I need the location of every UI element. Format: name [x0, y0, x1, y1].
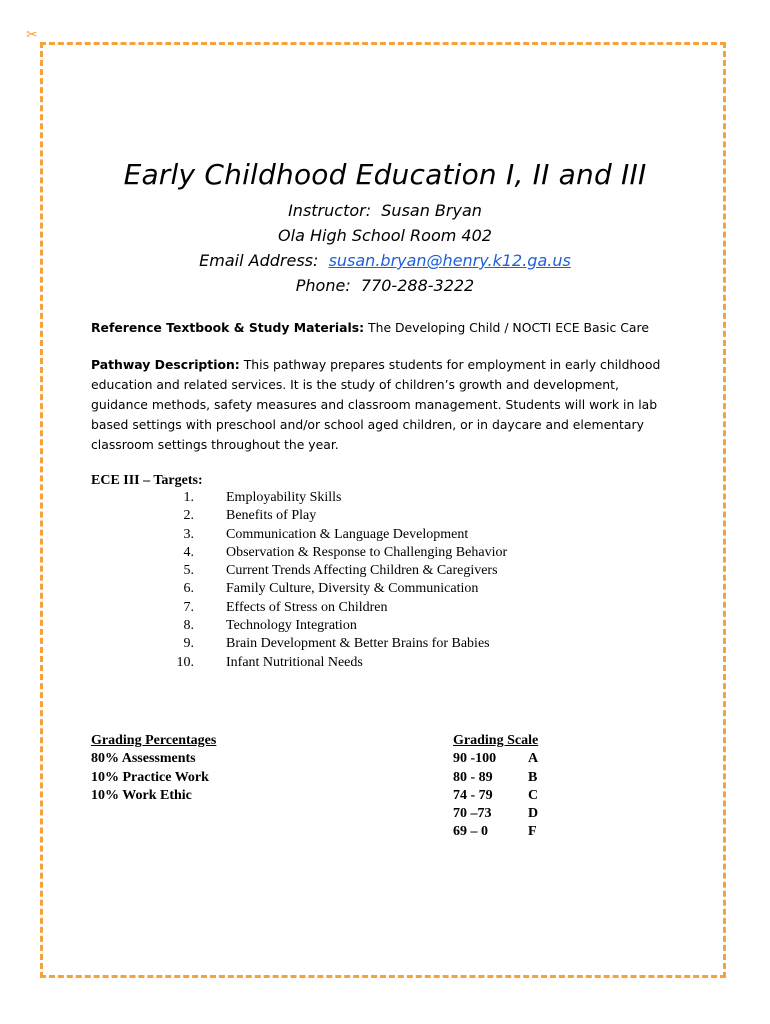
instructor-line	[0, 201, 770, 220]
grading-percentages-heading: Grading Percentages	[91, 733, 217, 748]
list-item	[0, 563, 770, 581]
grading-scale-heading: Grading Scale	[453, 733, 539, 748]
item-number: 10.	[176, 654, 194, 670]
scale-row	[453, 769, 573, 787]
pathway-line: based settings with preschool and/or school aged children, or in daycare and elementary	[91, 417, 644, 432]
list-item	[0, 508, 770, 526]
item-number: 9.	[183, 636, 194, 652]
item-number: 4.	[183, 544, 194, 560]
scale-grade: B	[528, 769, 538, 785]
item-text: Current Trends Affecting Children & Caregivers	[226, 563, 498, 579]
phone-number: 770-288-3222	[360, 276, 475, 295]
phone-line	[0, 276, 770, 295]
reference-paragraph	[91, 318, 681, 338]
reference-text: The Developing Child / NOCTI ECE Basic Care	[368, 320, 649, 335]
scale-range: 70 –73	[453, 806, 492, 822]
list-item	[0, 636, 770, 654]
scale-row	[453, 805, 573, 823]
item-text: Family Culture, Diversity & Communication	[226, 581, 479, 597]
item-text: Employability Skills	[226, 490, 342, 505]
pathway-line: guidance methods, safety measures and classroom management. Students will work in lab	[91, 397, 658, 412]
item-text: Observation & Response to Challenging Behavior	[226, 544, 508, 560]
percentage-item: 10% Work Ethic	[91, 787, 192, 803]
list-item	[0, 527, 770, 545]
item-number: 6.	[183, 581, 194, 597]
document-title: Early Childhood Education I, II and III	[123, 158, 647, 191]
phone-label: Phone:	[295, 276, 351, 295]
list-item	[0, 618, 770, 636]
list-item	[0, 600, 770, 618]
pathway-paragraph	[91, 355, 681, 455]
item-text: Benefits of Play	[226, 508, 317, 524]
reference-label: Reference Textbook & Study Materials:	[91, 320, 365, 335]
scale-range: 80 - 89	[453, 769, 493, 785]
scale-range: 69 – 0	[453, 824, 488, 840]
item-text: Effects of Stress on Children	[226, 599, 388, 615]
pathway-label: Pathway Description:	[91, 357, 240, 372]
targets-list	[0, 490, 770, 673]
room-line: Ola High School Room 402	[278, 226, 492, 245]
scale-row	[453, 787, 573, 805]
list-item	[0, 581, 770, 599]
item-number: 8.	[183, 618, 194, 634]
pathway-line: classroom settings throughout the year.	[91, 437, 339, 452]
grading-scale	[453, 732, 573, 842]
scale-range: 74 - 79	[453, 787, 493, 803]
item-text: Brain Development & Better Brains for Babies	[226, 636, 490, 652]
scale-row	[453, 750, 573, 768]
percentage-item: 80% Assessments	[91, 751, 196, 767]
scale-row	[453, 823, 573, 841]
item-number: 7.	[183, 599, 194, 615]
scale-range: 90 -100	[453, 751, 497, 767]
item-number: 2.	[183, 508, 194, 524]
scale-grade: A	[528, 751, 539, 767]
item-text: Infant Nutritional Needs	[226, 654, 363, 670]
item-number: 3.	[183, 526, 194, 542]
scale-grade: F	[528, 824, 537, 840]
targets-heading: ECE III – Targets:	[91, 473, 203, 488]
scale-grade: C	[528, 787, 539, 803]
email-line	[0, 251, 770, 270]
item-number: 5.	[183, 563, 194, 579]
list-item	[0, 655, 770, 673]
scale-grade: D	[528, 806, 539, 822]
item-number: 1.	[183, 490, 194, 505]
email-label: Email Address:	[199, 251, 319, 270]
list-item	[0, 490, 770, 508]
email-link[interactable]: susan.bryan@henry.k12.ga.us	[328, 251, 571, 270]
instructor-name: Susan Bryan	[381, 201, 482, 220]
pathway-line: This pathway prepares students for employment in early childhood	[243, 357, 661, 372]
list-item	[0, 545, 770, 563]
scissors-icon: ✂	[26, 27, 38, 43]
percentage-item: 10% Practice Work	[91, 769, 209, 785]
item-text: Communication & Language Development	[226, 526, 469, 542]
instructor-label: Instructor:	[288, 201, 372, 220]
grading-percentages	[91, 732, 216, 805]
item-text: Technology Integration	[226, 618, 357, 634]
pathway-line: education and related services. It is the study of children’s growth and development,	[91, 377, 619, 392]
